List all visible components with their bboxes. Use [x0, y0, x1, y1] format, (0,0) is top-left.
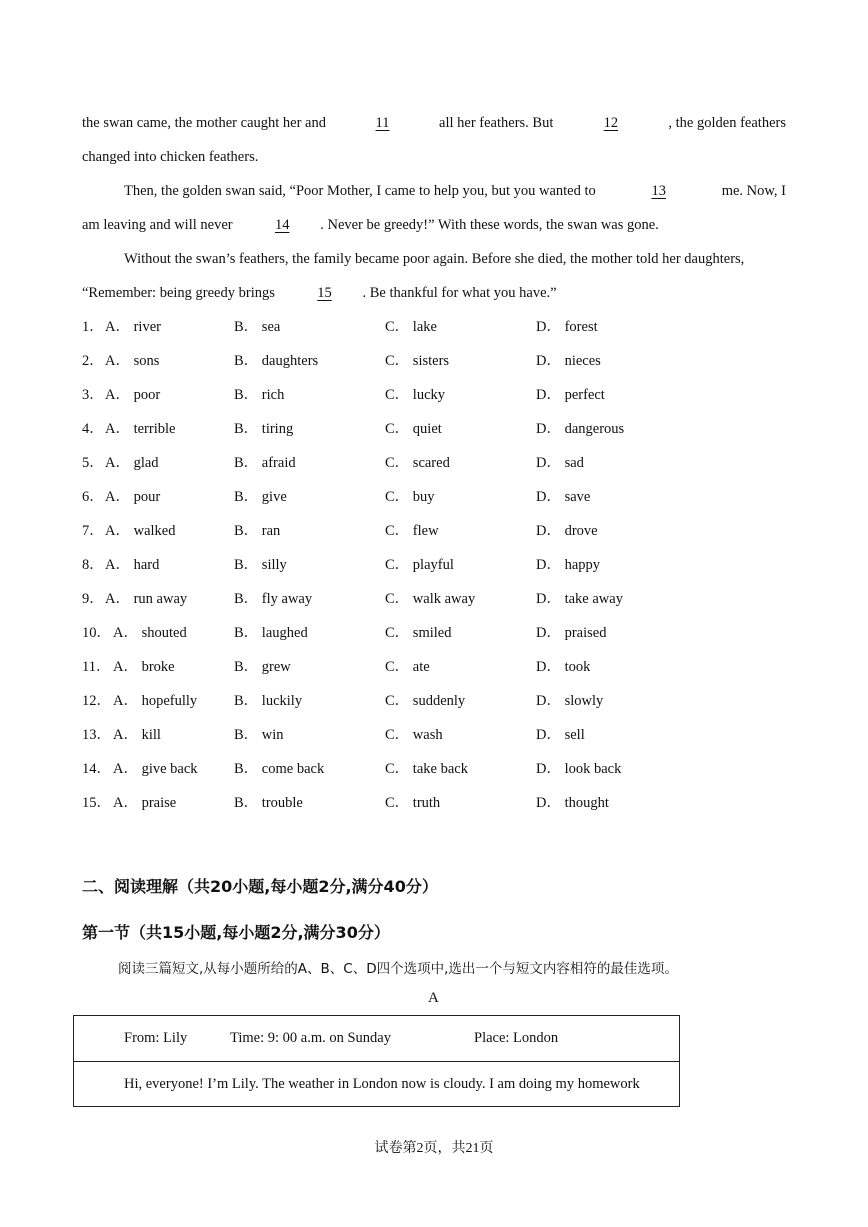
- question-row: [82, 623, 782, 643]
- option-a: A． walked: [105, 523, 176, 539]
- blog-info-table: [73, 1015, 680, 1107]
- option-a: A． terrible: [105, 421, 176, 437]
- option-b: B． daughters: [234, 353, 319, 369]
- question-number: 13．: [82, 727, 111, 743]
- option-a: A． broke: [113, 659, 175, 675]
- passage-line-6: [82, 283, 786, 303]
- question-row: [82, 385, 782, 405]
- section-heading: 二、阅读理解（共20小题,每小题2分,满分40分）: [82, 877, 438, 896]
- passage-line-5: Without the swan’s feathers, the family became poor again. Before she died, the mother told her daughters,: [124, 251, 745, 267]
- passage-text: . Never be greedy!” With these words, the swan was gone.: [320, 217, 659, 233]
- option-b: B． trouble: [234, 795, 303, 811]
- option-b: B． luckily: [234, 693, 303, 709]
- passage-line-1: [82, 113, 786, 133]
- option-b: B． give: [234, 489, 287, 505]
- question-number: 14．: [82, 761, 111, 777]
- question-row: [82, 691, 782, 711]
- option-d: D． slowly: [536, 693, 604, 709]
- subsection-heading: 第一节（共15小题,每小题2分,满分30分）: [82, 923, 390, 942]
- option-c: C． smiled: [385, 625, 452, 641]
- option-c: C． walk away: [385, 591, 476, 607]
- option-b: B． ran: [234, 523, 281, 539]
- from-cell: From: Lily: [124, 1030, 188, 1046]
- option-b: B． rich: [234, 387, 285, 403]
- option-d: D． perfect: [536, 387, 605, 403]
- passage-text: am leaving and will never: [82, 217, 233, 233]
- option-b: B． come back: [234, 761, 325, 777]
- passage-text: , the golden feathers: [668, 115, 786, 131]
- option-c: C． wash: [385, 727, 443, 743]
- question-number: 15．: [82, 795, 111, 811]
- option-b: B． tiring: [234, 421, 294, 437]
- question-row: [82, 657, 782, 677]
- option-c: C． suddenly: [385, 693, 466, 709]
- option-a: A． run away: [105, 591, 188, 607]
- option-a: A． poor: [105, 387, 161, 403]
- option-c: C． ate: [385, 659, 430, 675]
- option-c: C． take back: [385, 761, 468, 777]
- page-footer: 试卷第2页，共21页: [374, 1141, 494, 1156]
- option-d: D． dangerous: [536, 421, 625, 437]
- option-a: A． sons: [105, 353, 160, 369]
- option-a: A． river: [105, 319, 161, 335]
- option-b: B． grew: [234, 659, 291, 675]
- option-c: C． quiet: [385, 421, 442, 437]
- option-d: D． look back: [536, 761, 622, 777]
- blank-12: 12: [603, 115, 619, 131]
- option-a: A． kill: [113, 727, 161, 743]
- question-number: 1．: [82, 319, 104, 335]
- question-row: [82, 793, 782, 813]
- option-b: B． win: [234, 727, 284, 743]
- question-number: 9．: [82, 591, 104, 607]
- option-d: D． thought: [536, 795, 609, 811]
- blank-11: 11: [375, 115, 390, 131]
- question-number: 11．: [82, 659, 111, 675]
- option-d: D． forest: [536, 319, 598, 335]
- blank-14: 14: [274, 217, 290, 233]
- table-header-row: [74, 1016, 679, 1062]
- option-c: C． lucky: [385, 387, 446, 403]
- option-d: D． drove: [536, 523, 598, 539]
- option-b: B． laughed: [234, 625, 308, 641]
- option-a: A． shouted: [113, 625, 187, 641]
- blank-15: 15: [317, 285, 332, 301]
- option-a: A． praise: [113, 795, 177, 811]
- question-row: [82, 759, 782, 779]
- passage-line-2: changed into chicken feathers.: [82, 149, 259, 165]
- option-b: B． fly away: [234, 591, 313, 607]
- passage-text: . Be thankful for what you have.”: [362, 285, 557, 301]
- option-d: D． take away: [536, 591, 623, 607]
- option-c: C． lake: [385, 319, 437, 335]
- option-b: B． afraid: [234, 455, 296, 471]
- option-b: B． sea: [234, 319, 281, 335]
- passage-text: the swan came, the mother caught her and: [82, 115, 326, 131]
- option-b: B． silly: [234, 557, 287, 573]
- option-a: A． glad: [105, 455, 159, 471]
- passage-text: me. Now, I: [721, 183, 786, 199]
- question-row: [82, 725, 782, 745]
- question-number: 5．: [82, 455, 104, 471]
- option-c: C． scared: [385, 455, 450, 471]
- passage-line-3: [124, 181, 786, 201]
- option-c: C． truth: [385, 795, 441, 811]
- question-row: [82, 589, 782, 609]
- option-d: D． praised: [536, 625, 607, 641]
- passage-line-4: [82, 215, 786, 235]
- body-text: Hi, everyone! I’m Lily. The weather in London now is cloudy. I am doing my homework: [124, 1076, 640, 1092]
- question-row: [82, 317, 782, 337]
- question-number: 12．: [82, 693, 111, 709]
- option-c: C． buy: [385, 489, 435, 505]
- option-a: A． hopefully: [113, 693, 198, 709]
- question-number: 6．: [82, 489, 104, 505]
- option-d: D． happy: [536, 557, 601, 573]
- place-cell: Place: London: [474, 1030, 559, 1046]
- question-row: [82, 351, 782, 371]
- passage-text: Then, the golden swan said, “Poor Mother, I came to help you, but you wanted to: [124, 183, 596, 199]
- option-a: A． hard: [105, 557, 160, 573]
- time-cell: Time: 9: 00 a.m. on Sunday: [230, 1030, 391, 1046]
- question-number: 4．: [82, 421, 104, 437]
- option-a: A． give back: [113, 761, 198, 777]
- passage-label: A: [428, 990, 439, 1006]
- option-c: C． sisters: [385, 353, 450, 369]
- passage-text: all her feathers. But: [439, 115, 554, 131]
- question-row: [82, 487, 782, 507]
- question-number: 8．: [82, 557, 104, 573]
- question-row: [82, 521, 782, 541]
- option-d: D． save: [536, 489, 591, 505]
- passage-text: “Remember: being greedy brings: [82, 285, 275, 301]
- option-d: D． took: [536, 659, 591, 675]
- option-d: D． sell: [536, 727, 585, 743]
- blank-13: 13: [651, 183, 666, 199]
- question-number: 7．: [82, 523, 104, 539]
- option-d: D． nieces: [536, 353, 601, 369]
- question-row: [82, 453, 782, 473]
- question-row: [82, 419, 782, 439]
- question-number: 2．: [82, 353, 104, 369]
- question-number: 10．: [82, 625, 111, 641]
- question-number: 3．: [82, 387, 104, 403]
- option-c: C． playful: [385, 557, 454, 573]
- option-a: A． pour: [105, 489, 161, 505]
- table-body-row: [74, 1062, 679, 1107]
- instruction-text: 阅读三篇短文,从每小题所给的A、B、C、D四个选项中,选出一个与短文内容相符的最佳选项。: [118, 961, 678, 977]
- question-row: [82, 555, 782, 575]
- option-c: C． flew: [385, 523, 439, 539]
- option-d: D． sad: [536, 455, 584, 471]
